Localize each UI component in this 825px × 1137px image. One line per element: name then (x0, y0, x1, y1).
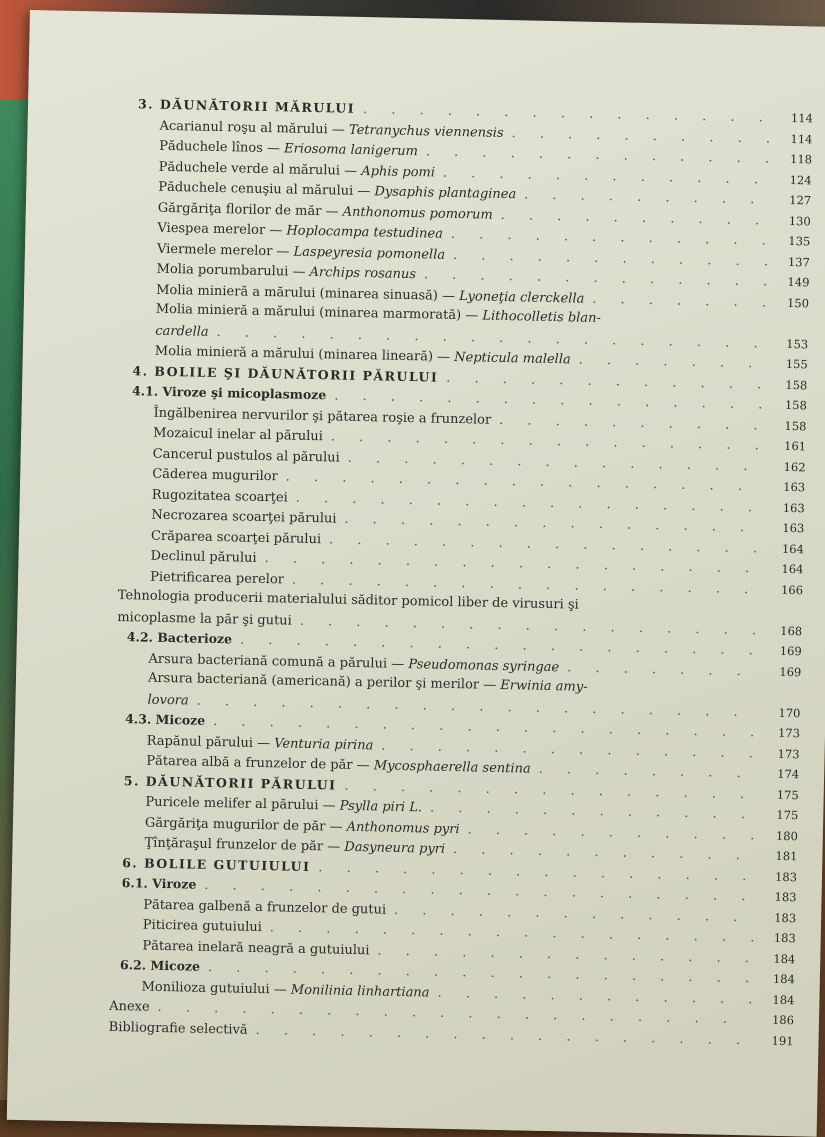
toc-page-number: 183 (762, 887, 796, 908)
toc-entry-species: Psylla piri L. (340, 799, 423, 816)
toc-page-number: 191 (759, 1030, 793, 1051)
toc-entry-text: Bibliografie selectivă (109, 1019, 248, 1037)
toc-entry-title (108, 1017, 247, 1040)
toc-page-number: 183 (762, 907, 796, 928)
toc-entry-text: Gărgăriţa florilor de măr — (158, 200, 343, 219)
toc-entry-species: lovora (147, 692, 188, 708)
toc-entry-text: 4.1. Viroze şi micoplasmoze (132, 383, 327, 402)
toc-page-number: 164 (770, 538, 804, 559)
toc-page-number: 114 (778, 128, 812, 149)
toc-entry-text: Mozaicul inelar al părului (153, 426, 323, 445)
book-page (7, 10, 825, 1137)
toc-page-number: 186 (760, 1010, 794, 1031)
toc-page-number: 183 (762, 928, 796, 949)
toc-entry-text: Păduchele lînos — (159, 139, 284, 157)
toc-page-number: 184 (761, 969, 795, 990)
toc-page-number: 124 (777, 169, 811, 190)
toc-page-number: 149 (775, 272, 809, 293)
toc-page-number: 114 (779, 108, 813, 129)
dot-leader (592, 289, 767, 313)
toc-entry-text: Molia minieră a mărului (minarea sinuasă) — (156, 282, 459, 303)
toc-entry-title (143, 916, 262, 939)
toc-entry-species: Monilinia linhartiana (291, 982, 430, 1000)
toc-page-number: 163 (771, 497, 805, 518)
toc-page-number (767, 695, 801, 696)
toc-page-number: 118 (778, 149, 812, 170)
toc-entry-text: Acarianul roşu al mărului — (159, 118, 349, 137)
toc-entry-species: Anthonomus pomorum (343, 204, 493, 222)
toc-entry-text: Tehnologia producerii materialului săditor pomicol liber de virusuri şi (118, 588, 579, 613)
toc-entry-text: Pătarea albă a frunzelor de păr — (146, 754, 374, 774)
toc-page-number: 130 (777, 210, 811, 231)
toc-page-number: 168 (768, 620, 802, 641)
toc-page-number: 166 (769, 579, 803, 600)
toc-entry-text: Declinul părului (150, 549, 256, 566)
toc-entry-text: Rugozitatea scoarţei (152, 487, 288, 505)
toc-page-number: 127 (777, 190, 811, 211)
toc-entry-text: micoplasme la păr şi gutui (117, 609, 292, 628)
toc-page-number: 184 (761, 948, 795, 969)
toc-page-number: 158 (773, 374, 807, 395)
toc-page-number: 173 (766, 723, 800, 744)
toc-entry-text: Anexe (109, 999, 150, 1015)
toc-entry-text: Molia porumbarului — (156, 262, 309, 280)
toc-entry-text: Arsura bacteriană comună a părului — (148, 651, 408, 671)
bleed-through-text (130, 977, 690, 999)
toc-entry-title (127, 627, 233, 650)
toc-entry-text: Păduchele cenuşiu al mărului — (158, 180, 375, 200)
toc-entry-text: Îngălbenirea nervurilor şi pătarea roşie a frunzelor (153, 405, 491, 427)
toc-entry-text: Ţînţăraşul frunzelor de păr — (144, 836, 344, 855)
toc-entry-title (147, 690, 189, 711)
toc-entry-species: Venturia pirina (274, 736, 373, 753)
toc-entry-text: Gărgăriţa mugurilor de păr — (145, 815, 347, 834)
toc-page-number: 169 (767, 661, 801, 682)
toc-entry-species: Dysaphis plantaginea (374, 184, 516, 202)
toc-page-number: 137 (776, 251, 810, 272)
toc-page-number: 135 (776, 231, 810, 252)
toc-page-number: 175 (765, 784, 799, 805)
toc-entry-text: 6.2. Micoze (120, 957, 200, 974)
toc-entry-text: 4. BOLILE ŞI DĂUNĂTORII PĂRULUI (132, 363, 438, 384)
toc-entry-text: Crăparea scoarţei părului (151, 528, 321, 547)
toc-page-number: 158 (773, 395, 807, 416)
toc-entry-species: Aphis pomi (361, 163, 435, 180)
toc-page-number: 174 (765, 764, 799, 785)
toc-entry-text: Pătarea galbenă a frunzelor de gutui (143, 897, 386, 917)
toc-page-number: 161 (772, 436, 806, 457)
toc-page-number (769, 613, 803, 614)
toc-entry-species: Archips rosanus (309, 265, 416, 282)
toc-page-number (775, 326, 809, 327)
toc-entry-text: Păduchele verde al mărului — (159, 159, 362, 178)
toc-page-number: 181 (763, 846, 797, 867)
toc-page-number: 164 (769, 559, 803, 580)
toc-entry-title (150, 547, 257, 570)
toc-page-number: 162 (771, 456, 805, 477)
toc-entry-species: Lithocolletis blan- (482, 309, 601, 326)
toc-page-number: 183 (763, 866, 797, 887)
toc-entry-text: Căderea mugurilor (152, 467, 278, 485)
toc-entry-title (109, 997, 150, 1018)
toc-page-number: 169 (768, 641, 802, 662)
toc-entry-title (152, 485, 288, 508)
toc-entry-title (152, 465, 278, 488)
toc-entry-title (120, 955, 200, 977)
toc-page-number: 175 (764, 805, 798, 826)
toc-entry-species: Anthonomus pyri (347, 819, 460, 836)
toc-entry-species: Laspeyresia pomonella (293, 244, 445, 262)
toc-entry-title (122, 873, 197, 895)
toc-entry-text: Molia minieră a mărului (minarea marmorată) — (156, 302, 483, 324)
toc-entry-species: Lyoneţia clerckella (459, 289, 584, 307)
toc-entry-title (125, 709, 205, 731)
toc-entry-title (155, 321, 209, 343)
toc-entry-text: 6.1. Viroze (122, 875, 197, 892)
toc-page-number: 155 (774, 354, 808, 375)
toc-page-number: 163 (770, 518, 804, 539)
toc-entry-species: Pseudomonas syringae (408, 657, 559, 675)
toc-page-number: 180 (764, 825, 798, 846)
toc-entry-species: Mycosphaerella sentina (374, 758, 531, 776)
toc-entry-text: Pătarea inelară neagră a gutuiului (142, 938, 369, 958)
toc-entry-species: Dasyneura pyri (344, 840, 445, 857)
toc-entry-text: Necrozarea scoarţei părului (151, 508, 336, 527)
toc-entry-text: Pietrificarea perelor (150, 569, 284, 587)
toc-page-number: 184 (760, 989, 794, 1010)
toc-entry-species: Eriosoma lanigerum (284, 141, 418, 159)
toc-entry-text: 6. BOLILE GUTUIULUI (122, 855, 311, 874)
toc-entry-text: Monilioza gutuiului — (141, 979, 291, 997)
toc-entry-text: 4.2. Bacterioze (127, 629, 232, 646)
dot-leader (567, 658, 760, 683)
toc-entry-species: Erwinia amy- (500, 678, 588, 695)
toc-page-number: 158 (772, 415, 806, 436)
toc-entry-text: 4.3. Micoze (125, 711, 205, 728)
table-of-contents (109, 94, 814, 1051)
toc-entry-text: 5. DĂUNĂTORII PĂRULUI (124, 773, 337, 792)
toc-entry-text: Viespea merelor — (157, 221, 286, 239)
toc-entry-text: Puricele melifer al părului — (145, 795, 340, 814)
toc-page-number: 150 (775, 292, 809, 313)
toc-entry-text: 3. DĂUNĂTORII MĂRULUI (138, 96, 355, 116)
toc-page-number: 163 (771, 477, 805, 498)
toc-entry-title (132, 381, 327, 406)
toc-entry-text: Viermele merelor — (157, 241, 294, 259)
toc-entry-text: Rapănul părului — (147, 733, 275, 751)
toc-entry-species: Nepticula malella (454, 350, 571, 367)
toc-entry-species: Tetranychus viennensis (349, 122, 504, 140)
toc-entry-species: Hoplocampa testudinea (286, 223, 443, 241)
toc-page-number: 170 (766, 702, 800, 723)
toc-entry-text: Cancerul pustulos al părului (153, 446, 340, 465)
toc-page-number: 173 (765, 743, 799, 764)
toc-entry-text: Molia minieră a mărului (minarea lineară) — (155, 344, 455, 365)
toc-page-number: 153 (774, 333, 808, 354)
toc-entry-text: Arsura bacteriană (americană) a perilor şi merilor — (148, 671, 501, 693)
toc-entry-species: cardella (155, 323, 209, 339)
toc-entry-text: Piticirea gutuiului (143, 918, 262, 935)
